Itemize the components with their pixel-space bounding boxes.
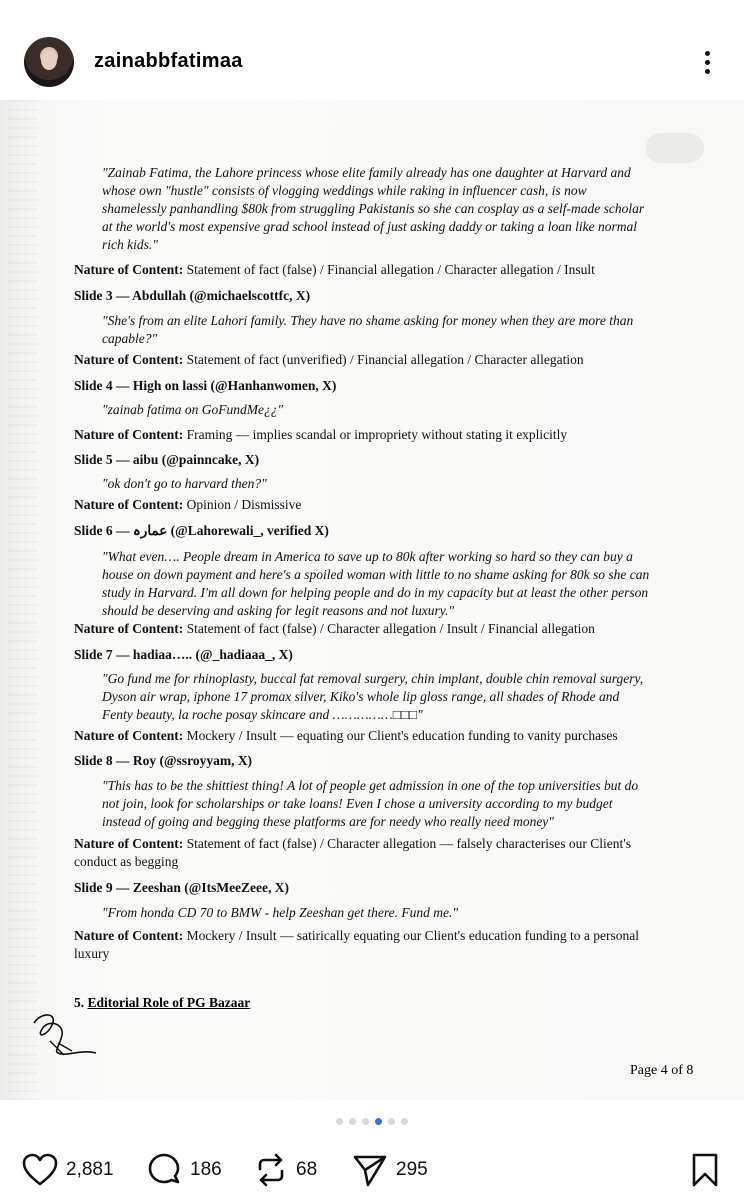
carousel-dot[interactable] [388,1118,395,1125]
repost-count: 68 [296,1159,318,1180]
quote-line: not join, look for scholarships or take loans! Even I chose a university according to my budget [102,796,613,811]
quote-line: "She's from an elite Lahori family. They have no shame asking for money when they are more than [102,313,634,328]
slide-7-heading: Slide 7 — hadiaa….. (@_hadiaaa_, X) [74,647,293,662]
slide-5-heading: Slide 5 — aibu (@painncake, X) [74,452,260,467]
carousel-dot-active[interactable] [375,1118,382,1125]
bookmark-button[interactable] [690,1152,720,1188]
quote-line: "Go fund me for rhinoplasty, buccal fat removal surgery, chin implant, double chin removal surgery, [102,671,644,686]
slide-5-quote [102,475,702,493]
nature-text: conduct as begging [74,854,179,869]
quote-line: shamelessly panhandling $80k from struggling Pakistanis so she can cosplay as a self-made scholar [102,201,645,216]
bookmark-icon [690,1152,720,1188]
nature-text: Statement of fact (false) / Character allegation — falsely characterises our Client's [183,836,631,851]
quote-line: "zainab fatima on GoFundMe¿¿" [102,402,284,417]
slide-6-heading: Slide 6 — عمارہ (@Lahorewali_, verified X) [74,523,329,538]
slide-7-quote [102,670,702,724]
nature-text: Mockery / Insult — satirically equating our Client's education funding to a personal [183,928,639,943]
quote-line: at the world's most expensive grad school instead of just asking daddy or taking a loan like normal [102,219,637,234]
section-number: 5. [74,995,85,1010]
heart-icon [22,1153,58,1187]
nature-label: Nature of Content: [74,427,184,442]
slide-9-quote [102,904,702,922]
scan-edge [8,100,38,1100]
nature-text: Statement of fact (false) / Financial allegation / Character allegation / Insult [183,262,595,277]
nature-text: Mockery / Insult — equating our Client's education funding to vanity purchases [183,728,618,743]
quote-line: Dyson air wrap, iphone 17 promax silver, Kiko's whole lip gloss range, all shades of Rhode and [102,689,620,704]
nature-label: Nature of Content: [74,928,184,943]
comment-button[interactable] [146,1152,222,1188]
quote-line: "ok don't go to harvard then?" [102,476,267,491]
slide-6-nature [74,620,704,638]
carousel-dot[interactable] [362,1118,369,1125]
quote-line: "Zainab Fatima, the Lahore princess whose elite family already has one daughter at Harvard and [102,165,631,180]
slide-7-nature [74,727,704,745]
slide-8-heading: Slide 8 — Roy (@ssroyyam, X) [74,753,253,768]
avatar[interactable] [24,37,74,87]
slide-4-nature [74,426,704,444]
quote-line: "From honda CD 70 to BMW - help Zeeshan get there. Fund me." [102,905,459,920]
nature-label: Nature of Content: [74,728,184,743]
slide-3-quote [102,312,702,348]
share-button[interactable] [352,1152,428,1188]
nature-label: Nature of Content: [74,621,184,636]
repost-icon [254,1152,288,1188]
more-vertical-icon[interactable] [698,48,718,78]
nature-text: Framing — implies scandal or impropriety without stating it explicitly [183,427,568,442]
quote-line: "What even…. People dream in America to save up to 80k after working so hard so they can buy a [102,549,633,564]
like-count: 2,881 [66,1159,114,1180]
quote-line: study in Harvard. I'm all down for helping people and do in my capacity but at least the other person [102,585,649,600]
quote-line: capable?" [102,331,158,346]
nature-label: Nature of Content: [74,262,184,277]
username[interactable]: zainabbfatimaa [94,50,243,72]
carousel-dot[interactable] [336,1118,343,1125]
nature-text: luxury [74,946,110,961]
slide-5-nature [74,496,704,514]
quote-line: whose own "hustle" consists of vlogging weddings while raking in influencer cash, is now [102,183,587,198]
quote-line: "This has to be the shittiest thing! A lot of people get admission in one of the top universities but do [102,778,639,793]
slide-counter-badge [646,133,704,163]
send-icon [352,1152,388,1188]
slide-8-nature [74,835,704,871]
like-button[interactable] [22,1152,114,1188]
intro-quote [102,164,702,254]
carousel-dot[interactable] [349,1118,356,1125]
quote-line: instead of going and begging these platforms are for needy who really need money" [102,814,554,829]
section-title: Editorial Role of PG Bazaar [87,995,251,1010]
slide-3-heading: Slide 3 — Abdullah (@michaelscottfc, X) [74,288,311,303]
comment-count: 186 [190,1159,222,1180]
slide-4-quote [102,401,702,419]
carousel-dot[interactable] [401,1118,408,1125]
slide-9-heading: Slide 9 — Zeeshan (@ItsMeeZeee, X) [74,880,290,895]
quote-line: Fenty beauty, la roche posay skincare and ……………□□□" [102,707,423,722]
page-number: Page 4 of 8 [630,1063,694,1078]
nature-label: Nature of Content: [74,352,184,367]
intro-nature [74,261,704,279]
comment-icon [146,1152,182,1188]
slide-6-quote [102,548,702,620]
nature-label: Nature of Content: [74,836,184,851]
slide-3-nature [74,351,704,369]
slide-4-heading: Slide 4 — High on lassi (@Hanhanwomen, X) [74,378,337,393]
repost-button[interactable] [254,1152,317,1188]
quote-line: rich kids." [102,237,158,252]
quote-line: house on down payment and here's a spoiled woman with little to no shame asking for 80k so she can [102,567,650,582]
nature-text: Opinion / Dismissive [183,497,302,512]
nature-text: Statement of fact (unverified) / Financial allegation / Character allegation [183,352,584,367]
carousel-indicator [0,1114,744,1130]
nature-text: Statement of fact (false) / Character allegation / Insult / Financial allegation [183,621,595,636]
nature-label: Nature of Content: [74,497,184,512]
post-image[interactable] [0,100,744,1100]
share-count: 295 [396,1159,428,1180]
action-bar [0,1140,744,1200]
signature-mark [28,1005,108,1065]
quote-line: should be deserving and asking for legit reasons and not luxury." [102,603,455,618]
slide-9-nature [74,927,704,963]
avatar-face [41,50,57,70]
slide-8-quote [102,777,702,831]
